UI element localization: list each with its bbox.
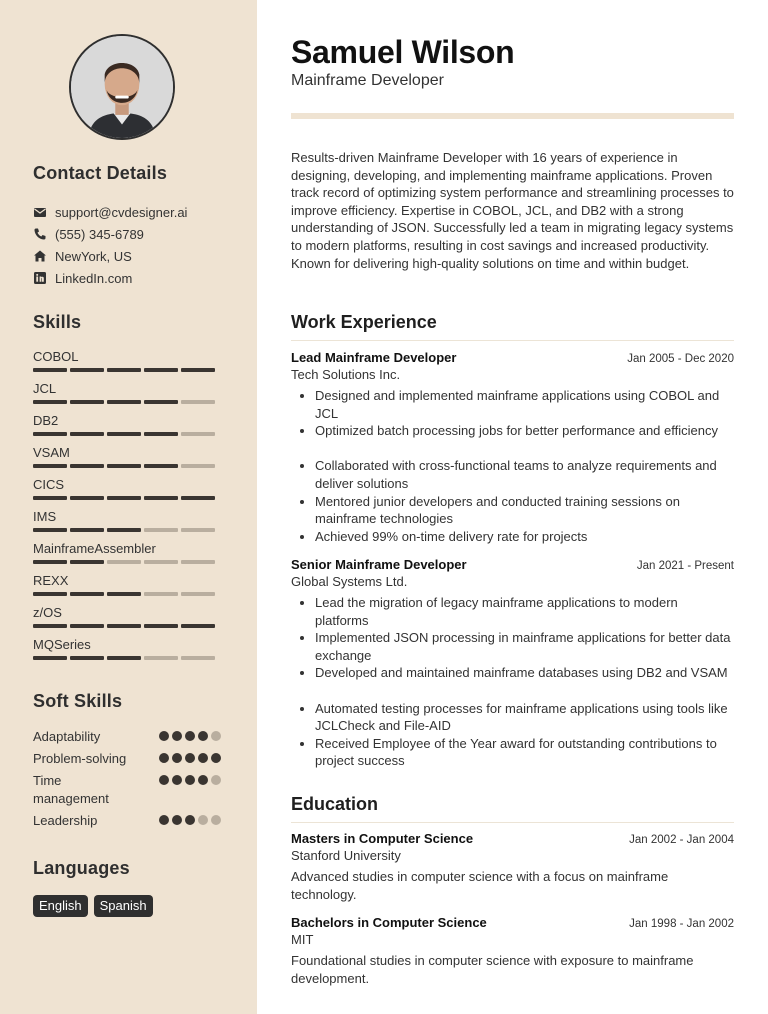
education-description: Foundational studies in computer science with exposure to mainframe development. bbox=[291, 953, 694, 986]
skill-item bbox=[33, 380, 233, 404]
skill-level-segment bbox=[107, 592, 141, 596]
rating-dot bbox=[211, 815, 221, 825]
skill-level-segment bbox=[107, 432, 141, 436]
rating-dot bbox=[159, 815, 169, 825]
contact-linkedin[interactable] bbox=[33, 269, 132, 287]
job-bullet: • Lead the migration of legacy mainframe applications to modern platforms bbox=[315, 594, 734, 629]
skill-level-segment bbox=[144, 496, 178, 500]
skill-level-segment bbox=[70, 432, 104, 436]
rating-dot bbox=[198, 815, 208, 825]
skill-level-segment bbox=[33, 464, 67, 468]
skill-level-segment bbox=[144, 560, 178, 564]
school-name: Stanford University bbox=[291, 848, 401, 863]
rating-dot bbox=[172, 815, 182, 825]
contact-linkedin-text: LinkedIn.com bbox=[55, 270, 133, 286]
job-dates: Jan 2005 - Dec 2020 bbox=[627, 353, 734, 365]
skill-level-bar bbox=[33, 464, 233, 468]
languages-heading: Languages bbox=[33, 858, 130, 878]
skill-level-segment bbox=[181, 464, 215, 468]
skill-level-segment bbox=[33, 528, 67, 532]
skill-label: z/OS bbox=[33, 605, 62, 620]
skill-level-segment bbox=[70, 400, 104, 404]
degree-title: Masters in Computer Science bbox=[291, 831, 474, 846]
job-title: Senior Mainframe Developer bbox=[291, 557, 467, 572]
skill-level-segment bbox=[181, 624, 215, 628]
candidate-name: Samuel Wilson bbox=[291, 34, 515, 70]
skill-item bbox=[33, 508, 233, 532]
skill-level-segment bbox=[33, 400, 67, 404]
job-entry bbox=[291, 557, 734, 770]
education-entry bbox=[291, 831, 734, 903]
skill-level-bar bbox=[33, 496, 233, 500]
skill-level-segment bbox=[33, 592, 67, 596]
job-company: Global Systems Ltd. bbox=[291, 574, 408, 589]
rating-dot bbox=[185, 815, 195, 825]
home-icon bbox=[33, 249, 47, 263]
education-dates: Jan 2002 - Jan 2004 bbox=[629, 834, 734, 846]
rating-dot bbox=[211, 731, 221, 741]
skill-label: MainframeAssembler bbox=[33, 541, 156, 556]
main-content bbox=[257, 0, 768, 1014]
job-entry bbox=[291, 350, 734, 545]
skill-item bbox=[33, 412, 233, 436]
education-entry bbox=[291, 915, 734, 987]
education-dates: Jan 1998 - Jan 2002 bbox=[629, 918, 734, 930]
skill-label: DB2 bbox=[33, 413, 59, 428]
rating-dot bbox=[211, 753, 221, 763]
rating-dot bbox=[172, 753, 182, 763]
envelope-icon bbox=[33, 205, 47, 219]
work-experience-heading: Work Experience bbox=[291, 312, 734, 341]
skill-level-segment bbox=[181, 592, 215, 596]
contact-phone[interactable] bbox=[33, 225, 144, 243]
skill-level-segment bbox=[181, 400, 215, 404]
skill-level-segment bbox=[144, 528, 178, 532]
skill-level-segment bbox=[70, 368, 104, 372]
soft-skill-item bbox=[33, 812, 223, 830]
job-bullet: • Automated testing processes for mainframe applications using tools like JCLCheck and File-AID bbox=[315, 700, 734, 735]
skill-level-bar bbox=[33, 368, 233, 372]
contact-location-text: NewYork, US bbox=[55, 248, 132, 264]
contact-heading: Contact Details bbox=[33, 163, 168, 183]
skill-level-segment bbox=[144, 400, 178, 404]
skill-item bbox=[33, 476, 233, 500]
skill-level-segment bbox=[70, 528, 104, 532]
skill-level-segment bbox=[181, 656, 215, 660]
skill-level-bar bbox=[33, 560, 233, 564]
linkedin-icon bbox=[33, 271, 47, 285]
skill-item bbox=[33, 444, 233, 468]
rating-dot bbox=[159, 731, 169, 741]
rating-dot bbox=[198, 775, 208, 785]
job-bullet: • Developed and maintained mainframe databases using DB2 and VSAM bbox=[315, 664, 734, 682]
skill-level-segment bbox=[181, 496, 215, 500]
soft-skill-item bbox=[33, 750, 223, 768]
skill-level-bar bbox=[33, 624, 233, 628]
soft-skill-item bbox=[33, 728, 223, 746]
contact-email-text: support@cvdesigner.ai bbox=[55, 204, 188, 220]
rating-dot bbox=[185, 775, 195, 785]
skill-level-bar bbox=[33, 400, 233, 404]
degree-title: Bachelors in Computer Science bbox=[291, 915, 487, 930]
language-badge: Spanish bbox=[94, 895, 153, 917]
soft-skill-label: Adaptability bbox=[33, 729, 101, 744]
skill-label: COBOL bbox=[33, 349, 79, 364]
rating-dot bbox=[211, 775, 221, 785]
skill-level-segment bbox=[181, 432, 215, 436]
job-bullet: • Implemented JSON processing in mainframe applications for better data exchange bbox=[315, 629, 734, 664]
skill-level-segment bbox=[181, 368, 215, 372]
school-name: MIT bbox=[291, 932, 314, 947]
skill-level-segment bbox=[107, 656, 141, 660]
skill-label: VSAM bbox=[33, 445, 70, 460]
skill-level-segment bbox=[70, 656, 104, 660]
languages-list bbox=[33, 895, 153, 917]
candidate-title: Mainframe Developer bbox=[291, 72, 444, 89]
rating-dot bbox=[159, 775, 169, 785]
rating-dot bbox=[198, 731, 208, 741]
skill-level-segment bbox=[107, 560, 141, 564]
skill-level-segment bbox=[144, 592, 178, 596]
skill-level-segment bbox=[107, 368, 141, 372]
skill-level-segment bbox=[107, 464, 141, 468]
soft-skill-rating bbox=[159, 731, 221, 741]
skill-level-segment bbox=[70, 592, 104, 596]
contact-phone-text: (555) 345-6789 bbox=[55, 226, 144, 242]
skill-level-segment bbox=[33, 368, 67, 372]
job-bullet: • Mentored junior developers and conducted training sessions on mainframe technologies bbox=[315, 493, 734, 528]
contact-email[interactable] bbox=[33, 203, 187, 221]
skill-level-segment bbox=[107, 624, 141, 628]
person-photo-icon bbox=[71, 36, 173, 138]
skill-label: CICS bbox=[33, 477, 65, 492]
job-title: Lead Mainframe Developer bbox=[291, 350, 457, 365]
skill-item bbox=[33, 572, 233, 596]
skill-level-segment bbox=[107, 496, 141, 500]
job-dates: Jan 2021 - Present bbox=[636, 560, 734, 572]
skill-level-segment bbox=[144, 624, 178, 628]
profile-photo bbox=[69, 34, 175, 140]
rating-dot bbox=[172, 731, 182, 741]
skill-level-segment bbox=[70, 560, 104, 564]
rating-dot bbox=[172, 775, 182, 785]
education-description: Advanced studies in computer science with a focus on mainframe technology. bbox=[291, 869, 669, 902]
job-bullet: • Received Employee of the Year award for outstanding contributions to project success bbox=[315, 735, 734, 770]
skill-level-bar bbox=[33, 432, 233, 436]
soft-skill-rating bbox=[159, 815, 221, 825]
skill-level-segment bbox=[181, 528, 215, 532]
soft-skill-label: Leadership bbox=[33, 813, 98, 828]
soft-skill-rating bbox=[159, 775, 221, 785]
skill-level-bar bbox=[33, 592, 233, 596]
skill-label: REXX bbox=[33, 573, 69, 588]
phone-icon bbox=[33, 227, 47, 241]
job-bullets bbox=[291, 594, 734, 770]
header-divider bbox=[291, 113, 734, 119]
skill-item bbox=[33, 348, 233, 372]
skill-label: MQSeries bbox=[33, 637, 91, 652]
rating-dot bbox=[198, 753, 208, 763]
job-bullet: • Achieved 99% on-time delivery rate for projects bbox=[315, 528, 734, 546]
skill-level-segment bbox=[33, 624, 67, 628]
skill-label: IMS bbox=[33, 509, 57, 524]
skill-level-segment bbox=[33, 656, 67, 660]
skill-level-segment bbox=[144, 432, 178, 436]
skill-level-segment bbox=[70, 624, 104, 628]
soft-skill-item bbox=[33, 772, 223, 808]
contact-location bbox=[33, 247, 132, 265]
rating-dot bbox=[185, 731, 195, 741]
skill-level-segment bbox=[33, 432, 67, 436]
skill-level-bar bbox=[33, 528, 233, 532]
job-bullet: • Collaborated with cross-functional teams to analyze requirements and deliver solutions bbox=[315, 457, 734, 492]
skill-label: JCL bbox=[33, 381, 57, 396]
soft-skills-heading: Soft Skills bbox=[33, 691, 123, 711]
skill-item bbox=[33, 540, 233, 564]
sidebar bbox=[0, 0, 257, 1014]
skill-level-bar bbox=[33, 656, 233, 660]
skill-level-segment bbox=[107, 400, 141, 404]
skill-level-segment bbox=[144, 464, 178, 468]
education-heading: Education bbox=[291, 794, 734, 823]
skill-level-segment bbox=[33, 496, 67, 500]
skill-level-segment bbox=[144, 368, 178, 372]
skill-level-segment bbox=[181, 560, 215, 564]
job-bullets bbox=[291, 387, 734, 545]
skill-level-segment bbox=[70, 464, 104, 468]
rating-dot bbox=[159, 753, 169, 763]
language-badge: English bbox=[33, 895, 88, 917]
soft-skill-label: Time management bbox=[33, 773, 109, 806]
job-bullet: • Designed and implemented mainframe applications using COBOL and JCL bbox=[315, 387, 734, 422]
profile-summary: Results-driven Mainframe Developer with 16 years of experience in designing, developing, and implementing mainframe applications. Proven track record of optimizing system performance and streamlining processes to improve efficiency. Expertise in COBOL, JCL, and DB2 with a strong understanding of JSON. Successfully led a team in migrating legacy systems to modern platforms, resulting in cost savings and increased productivity. Known for delivering high-quality solutions on time and within budget. bbox=[291, 150, 734, 271]
rating-dot bbox=[185, 753, 195, 763]
skill-level-segment bbox=[107, 528, 141, 532]
soft-skill-label: Problem-solving bbox=[33, 751, 127, 766]
skill-level-segment bbox=[70, 496, 104, 500]
job-bullet: • Optimized batch processing jobs for better performance and efficiency bbox=[315, 422, 734, 440]
job-company: Tech Solutions Inc. bbox=[291, 367, 401, 382]
skill-level-segment bbox=[144, 656, 178, 660]
skills-heading: Skills bbox=[33, 312, 82, 332]
skill-level-segment bbox=[33, 560, 67, 564]
soft-skill-rating bbox=[159, 753, 221, 763]
skill-item bbox=[33, 636, 233, 660]
skill-item bbox=[33, 604, 233, 628]
